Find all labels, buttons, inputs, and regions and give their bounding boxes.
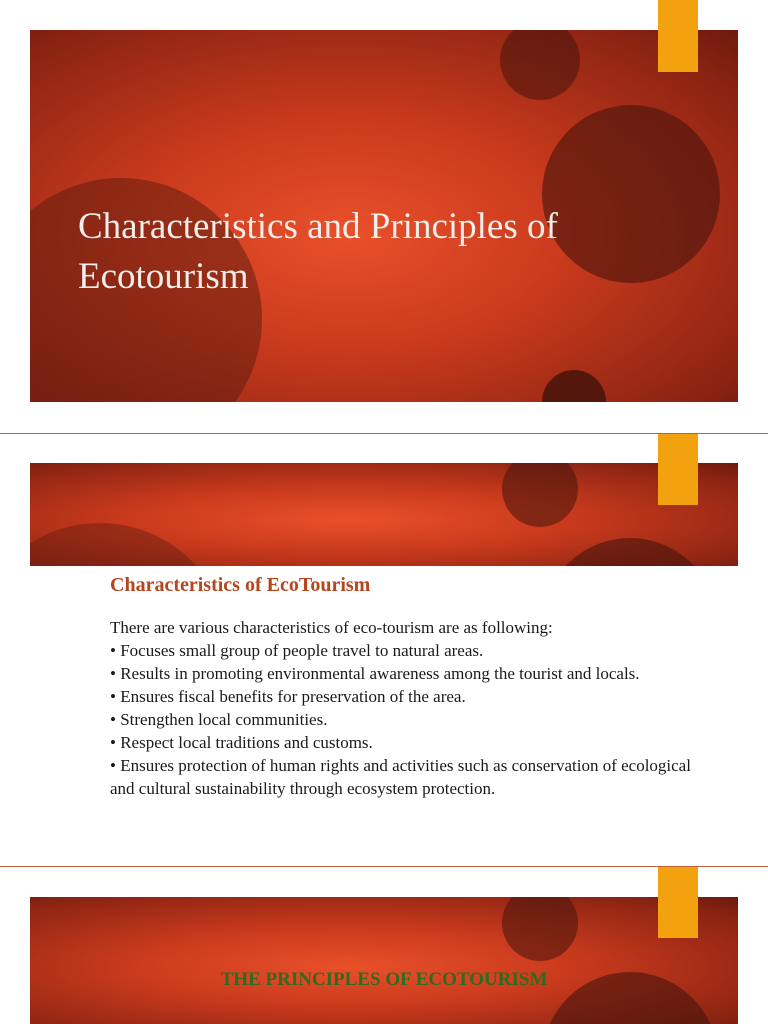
list-item: • Respect local traditions and customs. bbox=[110, 733, 373, 752]
decorative-circle bbox=[500, 30, 580, 100]
intro-text: There are various characteristics of eco-tourism are as following: bbox=[110, 618, 553, 637]
decorative-circle bbox=[542, 370, 606, 402]
list-item: • Ensures protection of human rights and activities such as conservation of ecological and cultural sustainability through ecosystem protection. bbox=[110, 756, 691, 798]
slide-divider bbox=[0, 433, 768, 434]
list-item: • Ensures fiscal benefits for preservation of the area. bbox=[110, 687, 466, 706]
list-item: • Strengthen local communities. bbox=[110, 710, 328, 729]
decorative-circle bbox=[502, 463, 578, 527]
principles-slide bbox=[30, 897, 738, 1024]
accent-tab bbox=[658, 434, 698, 505]
principles-heading: THE PRINCIPLES OF ECOTOURISM bbox=[220, 969, 548, 990]
list-item: • Results in promoting environmental awareness among the tourist and locals. bbox=[110, 664, 640, 683]
decorative-circle bbox=[30, 523, 230, 566]
content-slide-body bbox=[30, 566, 738, 846]
decorative-circle bbox=[542, 538, 718, 566]
section-heading: Characteristics of EcoTourism bbox=[110, 574, 371, 596]
slide-title: Characteristics and Principles of Ecotourism bbox=[78, 206, 558, 297]
slide-divider bbox=[0, 866, 768, 867]
accent-tab bbox=[658, 867, 698, 938]
title-slide bbox=[30, 30, 738, 402]
content-slide-header bbox=[30, 463, 738, 566]
decorative-circle bbox=[502, 897, 578, 961]
accent-tab bbox=[658, 0, 698, 72]
list-item: • Focuses small group of people travel to natural areas. bbox=[110, 641, 484, 660]
characteristics-list bbox=[110, 639, 710, 800]
